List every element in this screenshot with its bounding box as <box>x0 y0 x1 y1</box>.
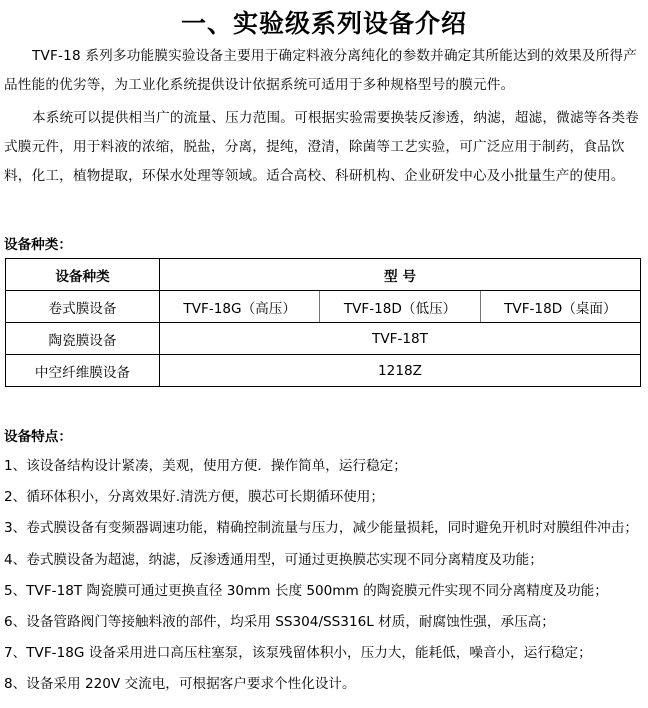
list-item: 1、该设备结构设计紧凑，美观，使用方便．操作简单，运行稳定； <box>4 458 407 474</box>
list-item: 4、卷式膜设备为超滤，纳滤，反渗透通用型，可通过更换膜芯实现不同分离精度及功能； <box>4 551 543 568</box>
list-item: 8、设备采用 220V 交流电，可根据客户要求个性化设计。 <box>4 676 356 693</box>
intro-paragraph-2: 本系统可以提供相当广的流量、压力范围。可根据实验需要换装反渗透，纳滤，超滤，微滤等各类卷式膜元件，用于料液的浓缩，脱盐，分离，提纯，澄清，除菌等工艺实验，可广泛应用于制药，食品饮料，化工，植物提取，环保水处理等领域。适合高校、科研机构、企业研发中心及小批量生产的使用。 <box>4 110 639 184</box>
model-cell: TVF-18D（低压） <box>320 291 480 323</box>
model-cell: TVF-18T <box>160 323 641 355</box>
header-model: 型 号 <box>160 259 641 291</box>
equipment-types-heading: 设备种类： <box>4 237 72 253</box>
features-heading: 设备特点： <box>4 429 72 445</box>
table-row <box>6 355 641 387</box>
features-list <box>4 451 648 701</box>
equipment-type-cell: 陶瓷膜设备 <box>6 323 160 355</box>
list-item: 6、设备管路阀门等接触料液的部件，均采用 SS304/SS316L 材质，耐腐蚀性强，承压高； <box>4 613 555 630</box>
equipment-types-table <box>5 258 641 387</box>
table-row <box>6 323 641 355</box>
equipment-type-cell: 中空纤维膜设备 <box>6 355 160 387</box>
list-item: 2、循环体积小，分离效果好.清洗方便，膜芯可长期循环使用； <box>4 489 384 506</box>
equipment-type-cell: 卷式膜设备 <box>6 291 160 323</box>
list-item: 5、TVF-18T 陶瓷膜可通过更换直径 30mm 长度 500mm 的陶瓷膜元件实现不同分离精度及功能； <box>4 582 608 599</box>
intro-paragraph-1: TVF-18 系列多功能膜实验设备主要用于确定料液分离纯化的参数并确定其所能达到的效果及所得产品性能的优劣等，为工业化系统提供设计依据系统可适用于多种规格型号的膜元件。 <box>4 48 638 93</box>
model-cell: 1218Z <box>160 355 641 387</box>
list-item: 3、卷式膜设备有变频器调速功能，精确控制流量与压力，减少能量损耗，同时避免开机时对膜组件冲击； <box>4 520 638 537</box>
table-header-row <box>6 259 641 291</box>
page-title: 一、实验级系列设备介绍 <box>180 9 467 38</box>
header-equipment-type: 设备种类 <box>6 259 160 291</box>
list-item: 7、TVF-18G 设备采用进口高压柱塞泵，该泵残留体积小，压力大，能耗低，噪音小，运行稳定； <box>4 645 592 662</box>
model-cell: TVF-18D（桌面） <box>480 291 640 323</box>
table-row <box>6 291 641 323</box>
model-cell: TVF-18G（高压） <box>160 291 320 323</box>
